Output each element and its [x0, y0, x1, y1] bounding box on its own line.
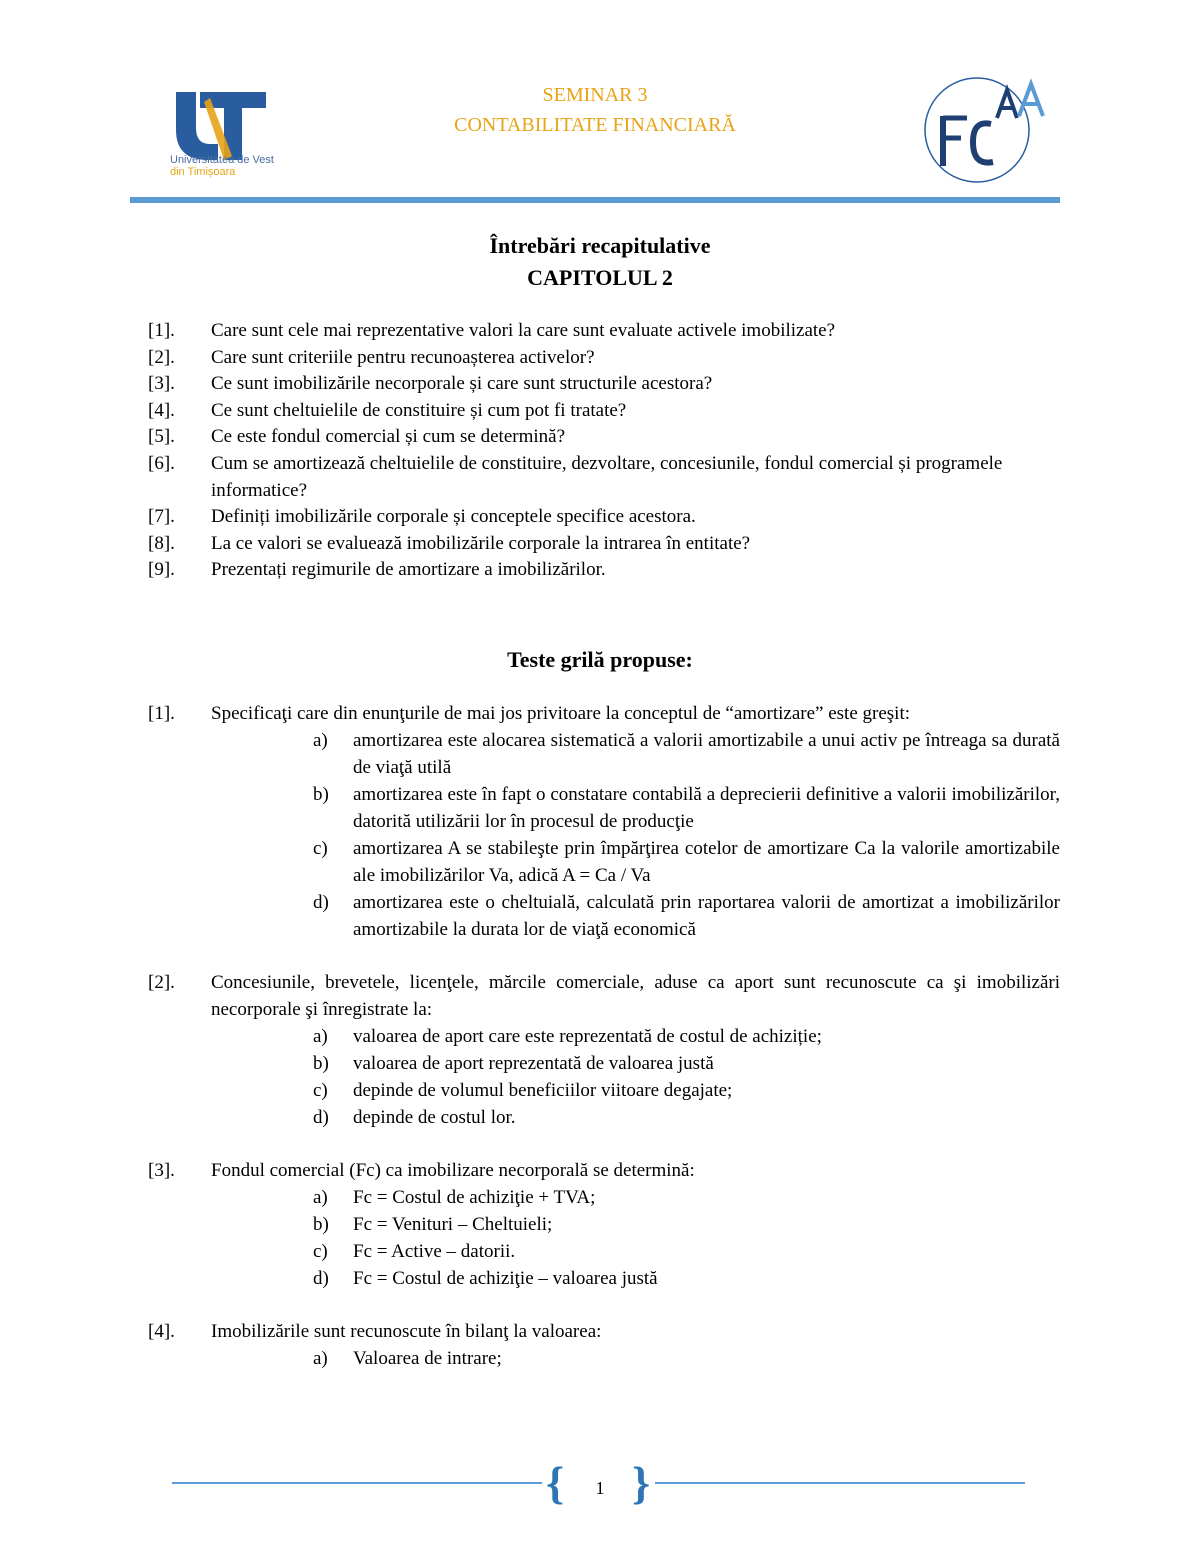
left-brace-icon: { [546, 1457, 565, 1508]
page-number: 1 [595, 1478, 605, 1498]
answer-option: c) Fc = Active – datorii. [313, 1241, 516, 1262]
test-item: [1]. Specificaţi care din enunţurile de mai jos privitoare la conceptul de “amortizare” este greşit: a) amortizarea este alocarea sistematică a valorii amortizabile a unui activ pe întreaga sa durată de viaţă utilă b) amortizarea este în fapt o constatare contabilă a deprecierii definitive a valorii imobilizărilor, datorită utilizării lor în procesul de producţie c) amortizarea A se stabileşte prin împărţirea cotelor de amortizare Ca la valorile amortizabile ale imobilizărilor Va, adică A = Ca / Va d) amortizarea este o cheltuială, calculată prin raportarea valorii de amortizat a imobilizărilor amortizabile la durata lor de viaţă economică [148, 700, 1060, 943]
question-item: [3]. Ce sunt imobilizările necorporale și care sunt structurile acestora? [148, 373, 713, 395]
test-item: [3]. Fondul comercial (Fc) ca imobilizare necorporală se determină: a) Fc = Costul de achiziţie + TVA; b) Fc = Venituri – Cheltuieli; c) Fc = Active – datorii. d) Fc = Costul de achiziţie – valoarea justă [148, 1157, 1060, 1292]
question-item: [7]. Definiți imobilizările corporale și conceptele specifice acestora. [148, 506, 696, 528]
right-brace-icon: } [632, 1457, 651, 1508]
test-item: [4]. Imobilizările sunt recunoscute în bilanţ la valoarea: a) Valoarea de intrare; [148, 1318, 1060, 1372]
question-item: [1]. Care sunt cele mai reprezentative valori la care sunt evaluate activele imobilizate? [148, 320, 836, 341]
answer-option: d) Fc = Costul de achiziţie – valoarea justă [313, 1268, 658, 1289]
question-item: [6]. Cum se amortizează cheltuielile de constituire, dezvoltare, concesiunile, fondul comercial și programele informatice? [148, 452, 1003, 501]
chapter-title: CAPITOLUL 2 [527, 265, 673, 290]
page-title: Întrebări recapitulative [489, 233, 711, 258]
review-questions [148, 318, 1068, 584]
page-header [130, 68, 1060, 203]
question-item: [4]. Ce sunt cheltuielile de constituire și cum pot fi tratate? [148, 399, 627, 421]
seminar-label: SEMINAR 3 [542, 84, 648, 106]
quiz-tests [148, 700, 1060, 1398]
answer-option: a) Valoarea de intrare; [313, 1348, 502, 1369]
tests-title: Teste grilă propuse: [507, 647, 693, 672]
question-item: [9]. Prezentați regimurile de amortizare a imobilizărilor. [148, 559, 606, 581]
answer-option: a) valoarea de aport care este reprezentată de costul de achiziție; [313, 1026, 822, 1047]
question-item: [8]. La ce valori se evaluează imobilizările corporale la intrarea în entitate? [148, 532, 751, 554]
answer-option: b) Fc = Venituri – Cheltuieli; [313, 1214, 553, 1235]
question-item: [2]. Care sunt criteriile pentru recunoașterea activelor? [148, 346, 595, 368]
answer-option: d) depinde de costul lor. [313, 1107, 516, 1128]
uvt-logo-text: Universitatea de Vest din Timișoara [170, 154, 274, 178]
answer-option: a) amortizarea este alocarea sistematică a valorii amortizabile a unui activ pe întreaga sa durată de viaţă utilă [313, 730, 1060, 778]
answer-option: c) depinde de volumul beneficiilor viitoare degajate; [313, 1080, 733, 1101]
test-item: [2]. Concesiunile, brevetele, licenţele, mărcile comerciale, aduse ca aport sunt recunoscute ca şi imobilizări necorporale şi înregistrate la: a) valoarea de aport care este reprezentată de costul de achiziție; b) valoarea de aport reprezentată de valoarea justă c) depinde de volumul beneficiilor viitoare degajate; d) depinde de costul lor. [148, 969, 1060, 1131]
header-divider [130, 197, 1060, 203]
answer-option: c) amortizarea A se stabileşte prin împărţirea cotelor de amortizare Ca la valorile amortizabile ale imobilizărilor Va, adică A = Ca / Va [313, 838, 1060, 886]
answer-option: b) amortizarea este în fapt o constatare contabilă a deprecierii definitive a valorii imobilizărilor, datorită utilizării lor în procesul de producţie [313, 784, 1060, 832]
course-name: CONTABILITATE FINANCIARĂ [454, 114, 736, 136]
feaa-logo-icon [915, 68, 1050, 188]
answer-option: b) valoarea de aport reprezentată de valoarea justă [313, 1053, 714, 1074]
question-item: [5]. Ce este fondul comercial și cum se determină? [148, 426, 566, 448]
answer-option: a) Fc = Costul de achiziţie + TVA; [313, 1187, 596, 1208]
answer-option: d) amortizarea este o cheltuială, calculată prin raportarea valorii de amortizat a imobilizărilor amortizabile la durata lor de viaţă economică [313, 892, 1060, 940]
